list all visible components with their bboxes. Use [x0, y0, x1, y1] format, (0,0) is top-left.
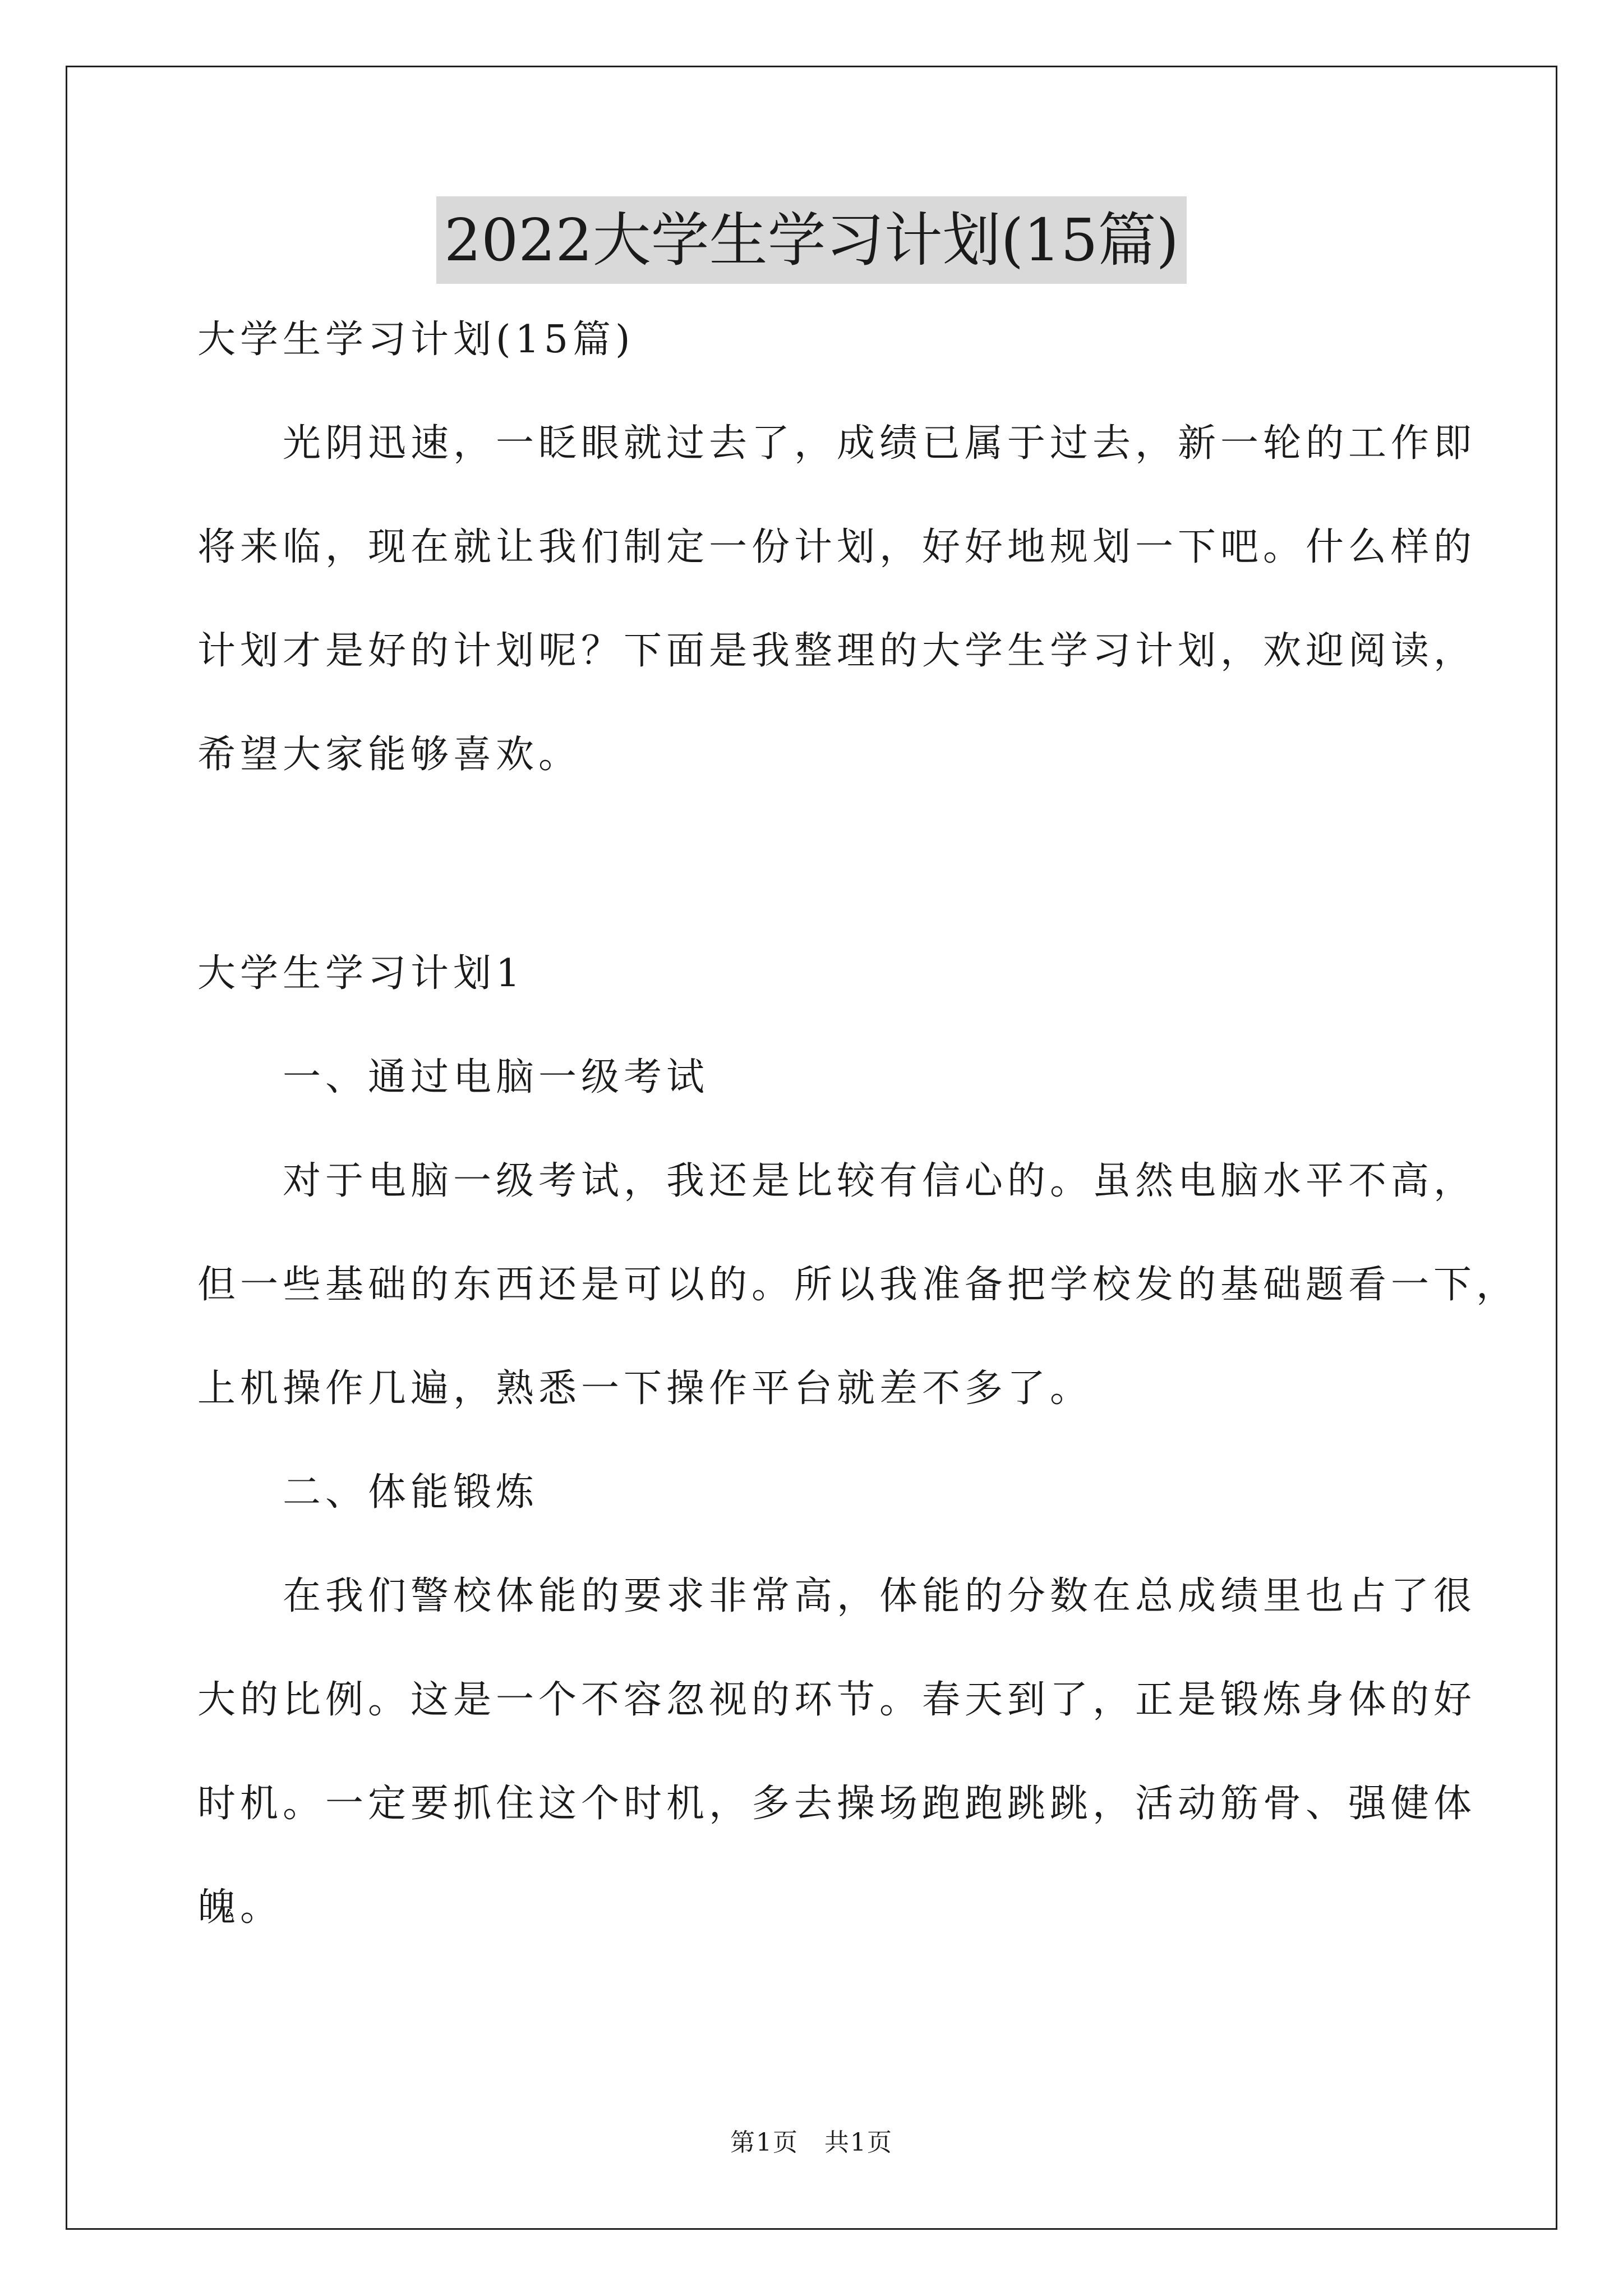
document-title: 2022大学生学习计划(15篇)	[436, 196, 1187, 284]
paragraph-1-line-3: 上机操作几遍，熟悉一下操作平台就差不多了。	[197, 1366, 1093, 1411]
intro-line-1: 光阴迅速，一眨眼就过去了，成绩已属于过去，新一轮的工作即	[197, 421, 1477, 466]
subtitle-line: 大学生学习计划(15篇)	[197, 318, 635, 362]
page-footer: 第1页 共1页	[730, 2128, 893, 2157]
title-container	[0, 196, 1623, 284]
page-frame	[66, 66, 1557, 2230]
paragraph-2-line-1: 在我们警校体能的要求非常高，体能的分数在总成绩里也占了很	[197, 1574, 1477, 1618]
paragraph-2-line-2: 大的比例。这是一个不容忽视的环节。春天到了，正是锻炼身体的好	[197, 1678, 1477, 1722]
intro-line-4: 希望大家能够喜欢。	[197, 733, 582, 777]
paragraph-1-line-1: 对于电脑一级考试，我还是比较有信心的。虽然电脑水平不高，	[197, 1159, 1477, 1203]
paragraph-2-line-3: 时机。一定要抓住这个时机，多去操场跑跑跳跳，活动筋骨、强健体	[197, 1782, 1477, 1826]
intro-line-2: 将来临，现在就让我们制定一份计划，好好地规划一下吧。什么样的	[197, 525, 1477, 569]
paragraph-1-line-2: 但一些基础的东西还是可以的。所以我准备把学校发的基础题看一下，	[197, 1263, 1519, 1307]
subheading-1: 一、通过电脑一级考试	[197, 1055, 709, 1099]
paragraph-2-line-4: 魄。	[197, 1885, 283, 1930]
intro-line-3: 计划才是好的计划呢？下面是我整理的大学生学习计划，欢迎阅读，	[197, 629, 1477, 673]
subheading-2: 二、体能锻炼	[197, 1470, 539, 1515]
section-heading-1: 大学生学习计划1	[197, 951, 525, 996]
